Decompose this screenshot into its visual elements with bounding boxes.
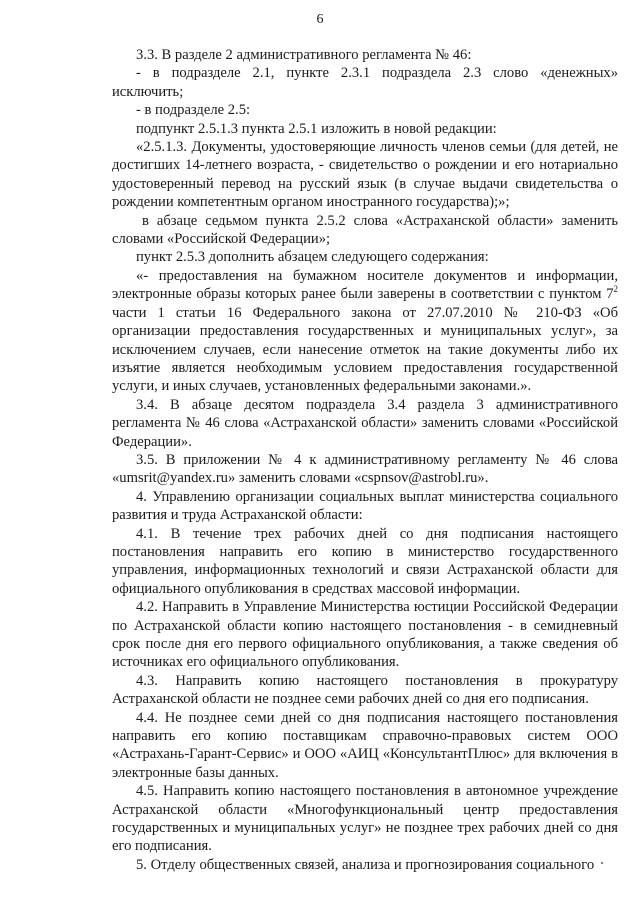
paragraph-4-1: 4.1. В течение трех рабочих дней со дня подписания настоящего постановления направить его копию в министерство государственного управления, информационных технологий и связи Астраханской области для официального опубликования в средствах массовой информации. (112, 525, 618, 597)
paragraph-quote-2-5-3 (112, 267, 618, 396)
paragraph-4-2: 4.2. Направить в Управление Министерства юстиции Российской Федерации по Астраханской области копию настоящего постановления - в семидневный срок после дня его первого официального опубликования, а также сведения об источниках его официального опубликования. (112, 599, 618, 671)
paragraph-subsection-2-1: - в подразделе 2.1, пункте 2.3.1 подраздела 2.3 слово «денежных» исключить; (112, 65, 618, 100)
paragraph-point-2-5-3: пункт 2.5.3 дополнить абзацем следующего содержания: (136, 249, 489, 266)
paragraph-3-5: 3.5. В приложении № 4 к административному регламенту № 46 слова «umsrit@yandex.ru» заменить словами «cspnsov@astrobl.ru». (112, 451, 618, 487)
quote-text-start: «- предоставления на бумажном носителе документов и информации, электронные образы которых ранее были заверены в соответствии с пунктом 7 (112, 267, 618, 303)
paragraph-subpoint-2-5-1-3: подпункт 2.5.1.3 пункта 2.5.1 изложить в новой редакции: (136, 120, 497, 137)
paragraph-4-4: 4.4. Не позднее семи дней со дня подписания настоящего постановления направить его копию поставщикам справочно-правовых систем ООО «Астрахань-Гарант-Сервис» и ООО «АИЦ «КонсультантПлюс» для включения в электронные базы данных. (112, 709, 618, 781)
paragraph-4-3: 4.3. Направить копию настоящего постановления в прокуратуру Астраханской области не позднее семи рабочих дней со дня его подписания. (112, 672, 618, 708)
paragraph-3-4: 3.4. В абзаце десятом подраздела 3.4 раздела 3 административного регламента № 46 слова «Астраханской области» заменить словами «Российской Федерации». (112, 396, 618, 450)
document-body (112, 46, 618, 874)
page-number: 6 (316, 12, 324, 27)
paragraph-4: 4. Управлению организации социальных выплат министерства социального развития и труда Астраханской области: (112, 488, 618, 524)
paragraph-point-2-5-2: в абзаце седьмом пункта 2.5.2 слова «Астраханской области» заменить словами «Российской Федерации»; (112, 212, 618, 248)
paragraph-5: 5. Отделу общественных связей, анализа и прогнозирования социального (136, 856, 595, 873)
scan-speck (601, 862, 603, 864)
quote-text-end: части 1 статьи 16 Федерального закона от 27.07.2010 № 210-ФЗ «Об организации предоставления государственных и муниципальных услуг», за исключением случаев, если нанесение отметок на такие документы либо их изъятие является необходимым условием предоставления государственной услуги, и иных случаев, установленных федеральными законами.». (112, 304, 618, 395)
paragraph-4-5: 4.5. Направить копию настоящего постановления в автономное учреждение Астраханской области «Многофункциональный центр предоставления государственных и муниципальных услуг» не позднее трех рабочих дней со дня его подписания. (112, 783, 618, 855)
paragraph-quote-2-5-1-3: «2.5.1.3. Документы, удостоверяющие личность членов семьи (для детей, не достигших 14-летнего возраста, - свидетельство о рождении и его нотариально удостоверенный перевод на русский язык (в случае выдачи свидетельства о рождении компетентным органом иностранного государства);»; (112, 139, 618, 211)
superscript: 2 (613, 284, 618, 295)
paragraph-3-3: 3.3. В разделе 2 административного регламента № 46: (136, 47, 472, 63)
paragraph-subsection-2-5: - в подразделе 2.5: (136, 102, 251, 119)
